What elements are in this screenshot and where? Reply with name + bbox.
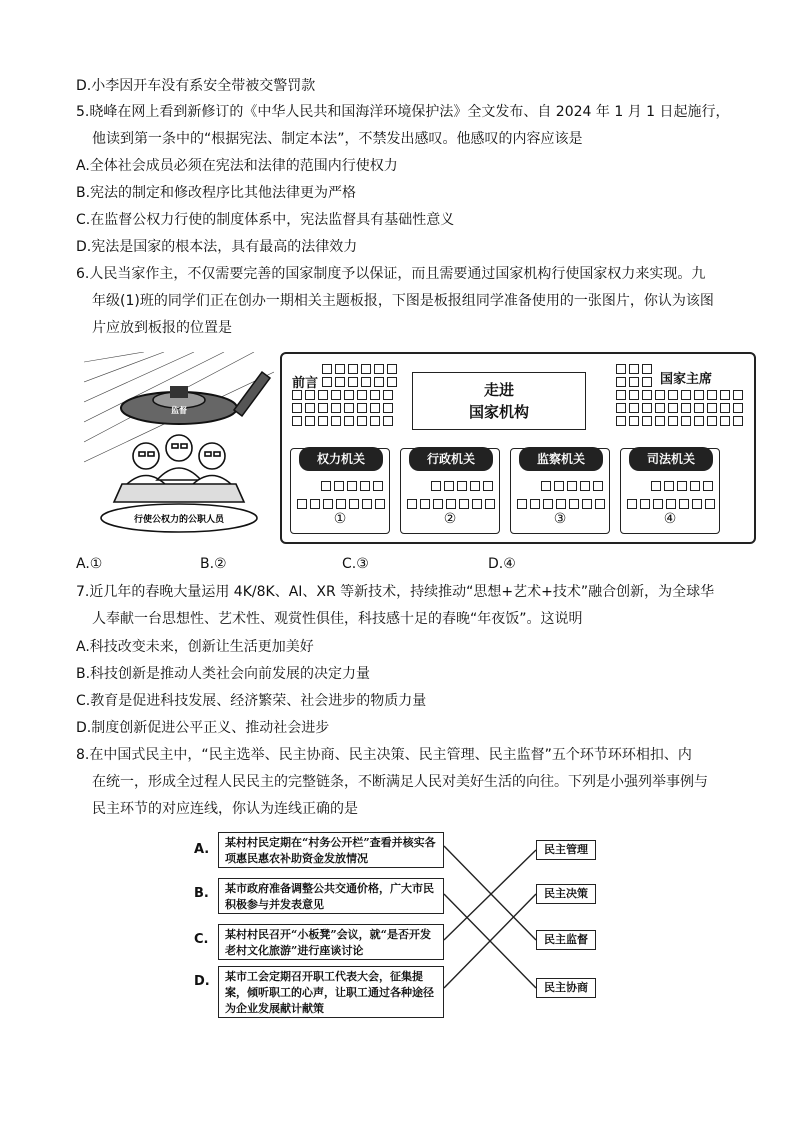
q6-figure — [84, 352, 756, 544]
right-box-consultation: 民主协商 — [536, 978, 596, 998]
left-box-a: 某村村民定期在“村务公开栏”查看并核实各项惠民惠农补助资金发放情况 — [218, 832, 444, 868]
panel-4 — [620, 448, 720, 534]
panel-3 — [510, 448, 610, 534]
blackboard-layout — [280, 352, 756, 544]
president-cells-top — [616, 364, 652, 387]
president-cells-bottom — [616, 390, 743, 426]
q7-option-c: C.教育是促进科技发展、经济繁荣、社会进步的物质力量 — [76, 693, 427, 709]
q8-stem-1: 8.在中国式民主中，“民主选举、民主协商、民主决策、民主管理、民主监督”五个环节环环相扣、内 — [76, 747, 692, 763]
board-title-line1: 走进 — [483, 381, 514, 399]
right-box-decision: 民主决策 — [536, 884, 596, 904]
q5-option-c: C.在监督公权力行使的制度体系中，宪法监督具有基础性意义 — [76, 212, 455, 228]
q6-option-b: B.② — [200, 556, 227, 572]
right-box-management: 民主管理 — [536, 840, 596, 860]
board-title-box — [412, 372, 586, 430]
panel-1-number: ① — [333, 511, 347, 527]
q6-stem-3: 片应放到板报的位置是 — [92, 320, 232, 336]
cartoon-lid-text: 监督 — [171, 406, 187, 415]
board-title-line2: 国家机构 — [468, 403, 529, 421]
left-label-d: D. — [194, 974, 210, 989]
preface-cells-bottom — [292, 390, 393, 426]
left-box-d: 某市工会定期召开职工代表大会，征集提案，倾听职工的心声，让职工通过各种途径为企业发展献计献策 — [218, 966, 444, 1018]
board-preface-label: 前言 — [292, 376, 319, 391]
cartoon-image — [84, 352, 274, 544]
left-label-b: B. — [194, 886, 209, 901]
q6-stem-1: 6.人民当家作主，不仅需要完善的国家制度予以保证，而且需要通过国家机构行使国家权力来实现。九 — [76, 266, 706, 282]
q6-option-d: D.④ — [488, 556, 516, 572]
panel-2 — [400, 448, 500, 534]
q8-matching-figure — [190, 832, 610, 1022]
q5-option-a: A.全体社会成员必须在宪法和法律的范围内行使权力 — [76, 158, 398, 174]
q8-stem-2: 在统一，形成全过程人民民主的完整链条，不断满足人民对美好生活的向往。下列是小强列举事例与 — [92, 774, 708, 790]
q7-stem-1: 7.近几年的春晚大量运用 4K/8K、AI、XR 等新技术，持续推动“思想+艺术+技术”融合创新，为全球华 — [76, 584, 715, 600]
left-box-b: 某市政府准备调整公共交通价格，广大市民积极参与并发表意见 — [218, 878, 444, 914]
q8-stem-3: 民主环节的对应连线，你认为连线正确的是 — [92, 801, 358, 817]
right-box-supervision: 民主监督 — [536, 930, 596, 950]
q7-option-d: D.制度创新促进公平正义、推动社会进步 — [76, 720, 330, 736]
left-label-c: C. — [194, 932, 209, 947]
q4-option-d: D.小李因开车没有系安全带被交警罚款 — [76, 78, 316, 94]
q6-stem-2: 年级(1)班的同学们正在创办一期相关主题板报，下图是板报组同学准备使用的一张图片，你认为该图 — [92, 293, 714, 309]
panel-3-head: 监察机关 — [519, 447, 603, 471]
board-president-label: 国家主席 — [660, 372, 713, 387]
q5-stem-2: 他读到第一条中的“根据宪法、制定本法”，不禁发出感叹。他感叹的内容应该是 — [92, 131, 583, 147]
panel-1 — [290, 448, 390, 534]
panel-4-number: ④ — [663, 511, 677, 527]
q7-stem-2: 人奉献一台思想性、艺术性、观赏性俱佳，科技感十足的春晚“年夜饭”。这说明 — [92, 611, 583, 627]
q5-option-d: D.宪法是国家的根本法，具有最高的法律效力 — [76, 239, 358, 255]
panel-1-head: 权力机关 — [299, 447, 383, 471]
preface-cells-top — [322, 364, 397, 387]
panel-2-number: ② — [443, 511, 457, 527]
q5-option-b: B.宪法的制定和修改程序比其他法律更为严格 — [76, 185, 357, 201]
panel-2-head: 行政机关 — [409, 447, 493, 471]
q7-option-b: B.科技创新是推动人类社会向前发展的决定力量 — [76, 666, 371, 682]
panel-4-head: 司法机关 — [629, 447, 713, 471]
panel-3-number: ③ — [553, 511, 567, 527]
q6-option-c: C.③ — [342, 556, 369, 572]
q5-stem-1: 5.晓峰在网上看到新修订的《中华人民共和国海洋环境保护法》全文发布、自 2024 年 1 月 1 日起施行， — [76, 104, 730, 120]
cartoon-sign-text: 行使公权力的公职人员 — [133, 515, 225, 525]
left-box-c: 某村村民召开“小板凳”会议，就“是否开发老村文化旅游”进行座谈讨论 — [218, 924, 444, 960]
q7-option-a: A.科技改变未来，创新让生活更加美好 — [76, 639, 314, 655]
q6-option-a: A.① — [76, 556, 103, 572]
left-label-a: A. — [194, 842, 210, 857]
